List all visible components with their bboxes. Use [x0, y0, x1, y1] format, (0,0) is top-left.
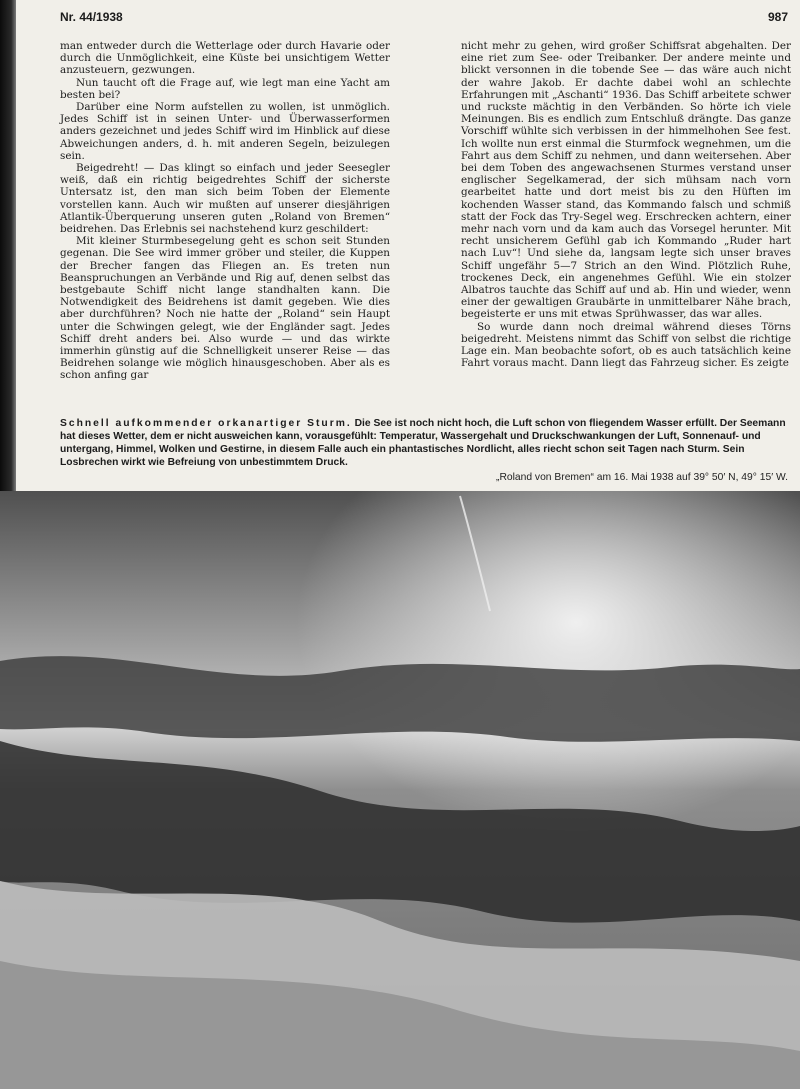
page-header: [60, 6, 788, 26]
caption-lead: Schnell aufkommender orkanartiger Sturm.: [60, 418, 352, 429]
paragraph: Beigedreht! — Das klingt so einfach und jeder Seesegler weiß, daß ein richtig beigedrehtes Schiff der sicherste Untersatz ist, den man sich beim Toben der Elemente vorstellen kann. Auch wir mußten auf unserer diesjährigen Atlantik-Überquerung unseren guten „Roland von Bremen“ beidrehen. Das Erlebnis sei nachstehend kurz geschildert:: [60, 162, 390, 236]
page-number: 987: [767, 10, 788, 24]
paragraph: nicht mehr zu gehen, wird großer Schiffsrat abgehalten. Der eine riet zum See- oder Treibanker. Der andere meinte und blickt versonnen in die tobende See — das wäre auch nicht der wahre Jakob. Er dachte dabei wohl an schlechte Erfahrungen mit „Aschanti“ 1936. Das Schiff arbeitete schwer und ruckste mächtig in den Verbänden. So hörte ich viele Meinungen. Bis es endlich zum Entschluß drängte. Das ganze Vorschiff wühlte sich verbissen in der himmelhohen See fest. Ich wollte nun erst einmal die Sturmfock wegnehmen, um die Fahrt aus dem Schiff zu nehmen, und dann weitersehen. Aber bei dem Toben des angewachsenen Sturmes verstand unser englischer Segelkamerad, der sich mühsam nach vorn gearbeitet hatte und dort meist bis zu den Hüften im kochenden Wasser stand, das Kommando falsch und schmiß statt der Fock das Try-Segel weg. Erschrecken achtern, einer mehr nach vorn und da kam auch das Vorsegel herunter. Mit recht unsicherem Gefühl gab ich Kommando „Ruder hart nach Luv“! Und siehe da, langsam legte sich unser braves Schiff ungefähr 5—7 Strich an den Wind. Plötzlich Ruhe, trockenes Deck, ein angenehmes Gefühl. Wie ein stolzer Albatros tauchte das Schiff auf und ab. Hin und wieder, wenn einer der gewaltigen Graubärte in unmittelbarer Nähe brach, begeisterte er uns mit etwas Sprühwasser, das war alles.: [461, 40, 791, 321]
right-column: [461, 40, 791, 369]
left-column: [60, 40, 390, 382]
paragraph: Darüber eine Norm aufstellen zu wollen, ist unmöglich. Jedes Schiff ist in seinen Unter- und Überwasserformen anders gezeichnet und jedes Schiff wird im Hinblick auf diese Abweichungen anders, d. h. mit anderen Segeln, beizulegen sein.: [60, 101, 390, 162]
paragraph: So wurde dann noch dreimal während dieses Törns beigedreht. Meistens nimmt das Schiff von selbst die richtige Lage ein. Man beobachte sofort, ob es auch tatsächlich keine Fahrt voraus macht. Dann liegt das Fahrzeug sicher. Es zeigte: [461, 320, 791, 370]
stormy-sea-photo: [0, 491, 800, 1089]
sea-photo-graphic: [0, 491, 800, 1089]
photo-caption: [60, 417, 790, 469]
caption-text: Die See ist noch nicht hoch, die Luft schon von fliegendem Wasser erfüllt. Der Seemann hat dieses Wetter, dem er nicht ausweichen kann, vorausgefühlt: Temperatur, Wassergehalt und Druckschwankungen der Luft, Sonnenauf- und untergang, Himmel, Wolken und Gestirne, in diesem Falle auch ein phantastisches Nordlicht, alles riecht schon seit Tagen nach Sturm. Sein Losbrechen wirkt wie Befreiung von unbestimmtem Druck.: [60, 418, 786, 468]
issue-number: Nr. 44/1938: [60, 10, 123, 24]
paragraph: man entweder durch die Wetterlage oder durch Havarie oder durch die Unmöglichkeit, eine Küste bei unsichtigem Wetter anzusteuern, gezwungen.: [60, 40, 390, 77]
paragraph: Mit kleiner Sturmbesegelung geht es schon seit Stunden gegenan. Die See wird immer gröber und steiler, die Kuppen der Brecher fangen das Fliegen an. Es treten nun Beanspruchungen an Verbände und Rig auf, denen selbst das bestgebaute Schiff nicht lange standhalten kann. Die Notwendigkeit des Beidrehens ist damit gegeben. Wie dies aber durchführen? Noch nie hatte der „Roland“ sein Haupt unter die Schwingen gelegt, wie der Engländer sagt. Jedes Schiff dreht anders bei. Also wurde — und das wirkte immerhin günstig auf die Schnelligkeit unserer Reise — das Beidrehen solange wie möglich hinausgeschoben. Aber als es schon anfing gar: [60, 235, 390, 382]
paragraph: Nun taucht oft die Frage auf, wie legt man eine Yacht am besten bei?: [60, 76, 390, 101]
photo-credit: „Roland von Bremen“ am 16. Mai 1938 auf 39° 50′ N, 49° 15′ W.: [496, 472, 788, 483]
